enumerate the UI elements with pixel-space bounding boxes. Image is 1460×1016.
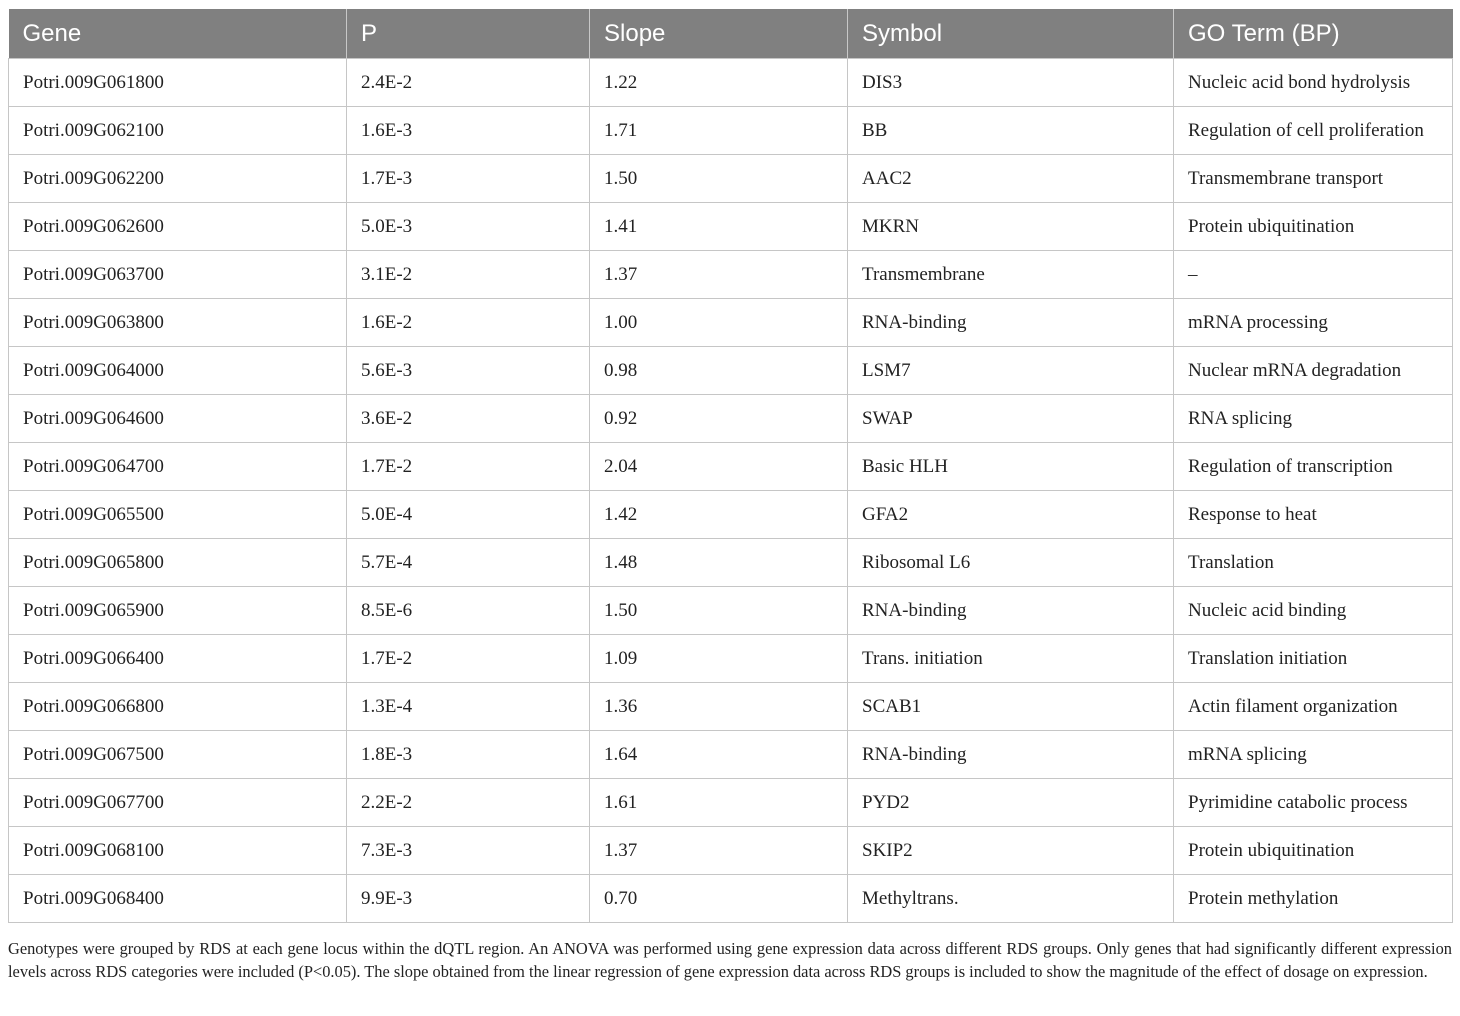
cell-slope: 0.70 xyxy=(590,875,848,923)
cell-slope: 2.04 xyxy=(590,443,848,491)
cell-slope: 1.41 xyxy=(590,203,848,251)
cell-symbol: SKIP2 xyxy=(848,827,1174,875)
table-body xyxy=(9,59,1453,923)
cell-go-term: Regulation of cell proliferation xyxy=(1174,107,1453,155)
cell-symbol: AAC2 xyxy=(848,155,1174,203)
cell-gene: Potri.009G062100 xyxy=(9,107,347,155)
cell-symbol: MKRN xyxy=(848,203,1174,251)
cell-slope: 1.48 xyxy=(590,539,848,587)
cell-slope: 0.98 xyxy=(590,347,848,395)
header-row xyxy=(9,9,1453,59)
cell-gene: Potri.009G065800 xyxy=(9,539,347,587)
cell-p-value: 1.6E-3 xyxy=(347,107,590,155)
cell-gene: Potri.009G068400 xyxy=(9,875,347,923)
cell-symbol: Transmembrane xyxy=(848,251,1174,299)
cell-p-value: 1.6E-2 xyxy=(347,299,590,347)
table-row xyxy=(9,539,1453,587)
cell-symbol: GFA2 xyxy=(848,491,1174,539)
cell-p-value: 3.6E-2 xyxy=(347,395,590,443)
cell-p-value: 8.5E-6 xyxy=(347,587,590,635)
cell-gene: Potri.009G066400 xyxy=(9,635,347,683)
table-row xyxy=(9,731,1453,779)
table-row xyxy=(9,443,1453,491)
table-footnote: Genotypes were grouped by RDS at each gene locus within the dQTL region. An ANOVA was performed using gene expression data across different RDS groups. Only genes that had significantly different expression levels across RDS categories were included (P<0.05). The slope obtained from the linear regression of gene expression data across RDS groups is included to show the magnitude of the effect of dosage on expression. xyxy=(8,939,1452,981)
cell-gene: Potri.009G064000 xyxy=(9,347,347,395)
column-header-gene: Gene xyxy=(9,9,347,59)
cell-symbol: SCAB1 xyxy=(848,683,1174,731)
cell-p-value: 5.7E-4 xyxy=(347,539,590,587)
cell-symbol: Trans. initiation xyxy=(848,635,1174,683)
cell-p-value: 1.7E-2 xyxy=(347,443,590,491)
cell-p-value: 3.1E-2 xyxy=(347,251,590,299)
table-row xyxy=(9,395,1453,443)
cell-p-value: 9.9E-3 xyxy=(347,875,590,923)
table-row xyxy=(9,827,1453,875)
cell-go-term: Translation initiation xyxy=(1174,635,1453,683)
cell-gene: Potri.009G061800 xyxy=(9,59,347,107)
column-header-slope: Slope xyxy=(590,9,848,59)
column-header-symbol: Symbol xyxy=(848,9,1174,59)
cell-go-term: Translation xyxy=(1174,539,1453,587)
cell-p-value: 2.2E-2 xyxy=(347,779,590,827)
cell-slope: 1.61 xyxy=(590,779,848,827)
cell-go-term: mRNA splicing xyxy=(1174,731,1453,779)
cell-gene: Potri.009G068100 xyxy=(9,827,347,875)
column-header-go-term: GO Term (BP) xyxy=(1174,9,1453,59)
cell-gene: Potri.009G062600 xyxy=(9,203,347,251)
cell-p-value: 7.3E-3 xyxy=(347,827,590,875)
cell-gene: Potri.009G065900 xyxy=(9,587,347,635)
cell-go-term: Nuclear mRNA degradation xyxy=(1174,347,1453,395)
cell-gene: Potri.009G063800 xyxy=(9,299,347,347)
cell-gene: Potri.009G062200 xyxy=(9,155,347,203)
cell-p-value: 2.4E-2 xyxy=(347,59,590,107)
cell-go-term: Protein ubiquitination xyxy=(1174,827,1453,875)
cell-p-value: 1.7E-2 xyxy=(347,635,590,683)
cell-slope: 1.00 xyxy=(590,299,848,347)
cell-symbol: RNA-binding xyxy=(848,299,1174,347)
table-row xyxy=(9,203,1453,251)
table-row xyxy=(9,155,1453,203)
cell-go-term: Nucleic acid binding xyxy=(1174,587,1453,635)
cell-slope: 1.37 xyxy=(590,827,848,875)
table-row xyxy=(9,107,1453,155)
cell-gene: Potri.009G066800 xyxy=(9,683,347,731)
cell-go-term: mRNA processing xyxy=(1174,299,1453,347)
cell-symbol: RNA-binding xyxy=(848,731,1174,779)
cell-p-value: 1.3E-4 xyxy=(347,683,590,731)
cell-slope: 1.50 xyxy=(590,155,848,203)
table-row xyxy=(9,875,1453,923)
table-row xyxy=(9,59,1453,107)
cell-go-term: Response to heat xyxy=(1174,491,1453,539)
cell-slope: 0.92 xyxy=(590,395,848,443)
cell-go-term: Protein methylation xyxy=(1174,875,1453,923)
table-row xyxy=(9,683,1453,731)
cell-go-term: – xyxy=(1174,251,1453,299)
cell-symbol: RNA-binding xyxy=(848,587,1174,635)
cell-p-value: 5.6E-3 xyxy=(347,347,590,395)
cell-symbol: PYD2 xyxy=(848,779,1174,827)
cell-go-term: Nucleic acid bond hydrolysis xyxy=(1174,59,1453,107)
cell-slope: 1.50 xyxy=(590,587,848,635)
cell-symbol: LSM7 xyxy=(848,347,1174,395)
cell-slope: 1.64 xyxy=(590,731,848,779)
cell-slope: 1.71 xyxy=(590,107,848,155)
cell-go-term: Pyrimidine catabolic process xyxy=(1174,779,1453,827)
table-header xyxy=(9,9,1453,59)
cell-symbol: DIS3 xyxy=(848,59,1174,107)
table-row xyxy=(9,347,1453,395)
table-row xyxy=(9,299,1453,347)
cell-go-term: Protein ubiquitination xyxy=(1174,203,1453,251)
cell-slope: 1.42 xyxy=(590,491,848,539)
table-row xyxy=(9,587,1453,635)
cell-p-value: 5.0E-3 xyxy=(347,203,590,251)
cell-gene: Potri.009G063700 xyxy=(9,251,347,299)
cell-go-term: RNA splicing xyxy=(1174,395,1453,443)
cell-go-term: Regulation of transcription xyxy=(1174,443,1453,491)
cell-gene: Potri.009G064700 xyxy=(9,443,347,491)
cell-symbol: BB xyxy=(848,107,1174,155)
cell-slope: 1.36 xyxy=(590,683,848,731)
table-row xyxy=(9,635,1453,683)
cell-p-value: 1.8E-3 xyxy=(347,731,590,779)
cell-symbol: Basic HLH xyxy=(848,443,1174,491)
table-row xyxy=(9,491,1453,539)
cell-slope: 1.22 xyxy=(590,59,848,107)
cell-symbol: SWAP xyxy=(848,395,1174,443)
gene-table-container xyxy=(8,9,1452,923)
cell-symbol: Ribosomal L6 xyxy=(848,539,1174,587)
cell-go-term: Actin filament organization xyxy=(1174,683,1453,731)
cell-gene: Potri.009G067500 xyxy=(9,731,347,779)
cell-symbol: Methyltrans. xyxy=(848,875,1174,923)
table-row xyxy=(9,779,1453,827)
cell-p-value: 5.0E-4 xyxy=(347,491,590,539)
cell-gene: Potri.009G064600 xyxy=(9,395,347,443)
table-row xyxy=(9,251,1453,299)
cell-gene: Potri.009G067700 xyxy=(9,779,347,827)
gene-expression-table xyxy=(8,9,1453,923)
cell-gene: Potri.009G065500 xyxy=(9,491,347,539)
cell-slope: 1.37 xyxy=(590,251,848,299)
cell-slope: 1.09 xyxy=(590,635,848,683)
cell-go-term: Transmembrane transport xyxy=(1174,155,1453,203)
column-header-p: P xyxy=(347,9,590,59)
cell-p-value: 1.7E-3 xyxy=(347,155,590,203)
